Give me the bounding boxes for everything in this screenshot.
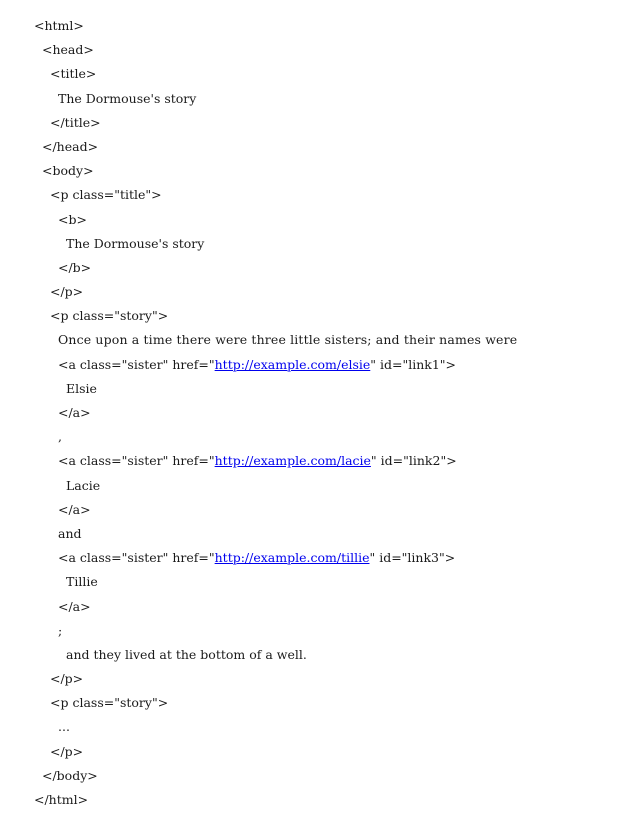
- code-line: [34, 449, 634, 473]
- code-text: <a class="sister" href=": [58, 356, 215, 372]
- code-line: <p class="story">: [50, 695, 169, 711]
- code-line: </a>: [58, 405, 91, 420]
- code-text: " id="link3">: [369, 550, 456, 566]
- code-line: </a>: [58, 501, 91, 517]
- code-line: ;: [58, 622, 63, 638]
- link-elsie[interactable]: http://example.com/elsie: [214, 356, 371, 372]
- code-line: Elsie: [66, 380, 97, 396]
- code-line: Once upon a time there were three little sisters; and their names were: [58, 332, 518, 348]
- code-line: </html>: [34, 792, 89, 807]
- code-line: The Dormouse's story: [66, 235, 205, 251]
- code-line: </title>: [50, 114, 101, 130]
- code-line: <html>: [34, 18, 84, 33]
- code-line: [34, 546, 634, 570]
- code-line: ...: [58, 719, 70, 735]
- code-line: <title>: [50, 66, 97, 82]
- code-line: </head>: [42, 138, 99, 154]
- code-line: </p>: [50, 284, 84, 300]
- code-line: </p>: [50, 671, 84, 687]
- code-text: " id="link2">: [370, 453, 457, 469]
- code-text: " id="link1">: [370, 356, 457, 372]
- code-line: <p class="story">: [50, 308, 169, 324]
- code-line: ,: [58, 429, 62, 445]
- code-line: <head>: [42, 42, 94, 58]
- code-line: <b>: [58, 211, 87, 227]
- link-lacie[interactable]: http://example.com/lacie: [214, 453, 371, 469]
- code-line: <p class="title">: [50, 187, 162, 203]
- code-text: <a class="sister" href=": [58, 550, 215, 566]
- code-line: </a>: [58, 598, 91, 614]
- code-line: and they lived at the bottom of a well.: [66, 646, 307, 662]
- code-line: Tillie: [66, 574, 98, 590]
- code-text: <a class="sister" href=": [58, 453, 215, 469]
- code-line: [34, 353, 634, 377]
- code-line: </p>: [50, 743, 84, 759]
- code-line: The Dormouse's story: [58, 90, 197, 106]
- code-line: and: [58, 525, 82, 541]
- code-line: <body>: [42, 163, 94, 179]
- code-line: </body>: [42, 767, 98, 783]
- link-tillie[interactable]: http://example.com/tillie: [214, 550, 370, 566]
- code-line: </b>: [58, 259, 92, 275]
- html-source-listing: [34, 14, 634, 812]
- code-line: Lacie: [66, 477, 101, 493]
